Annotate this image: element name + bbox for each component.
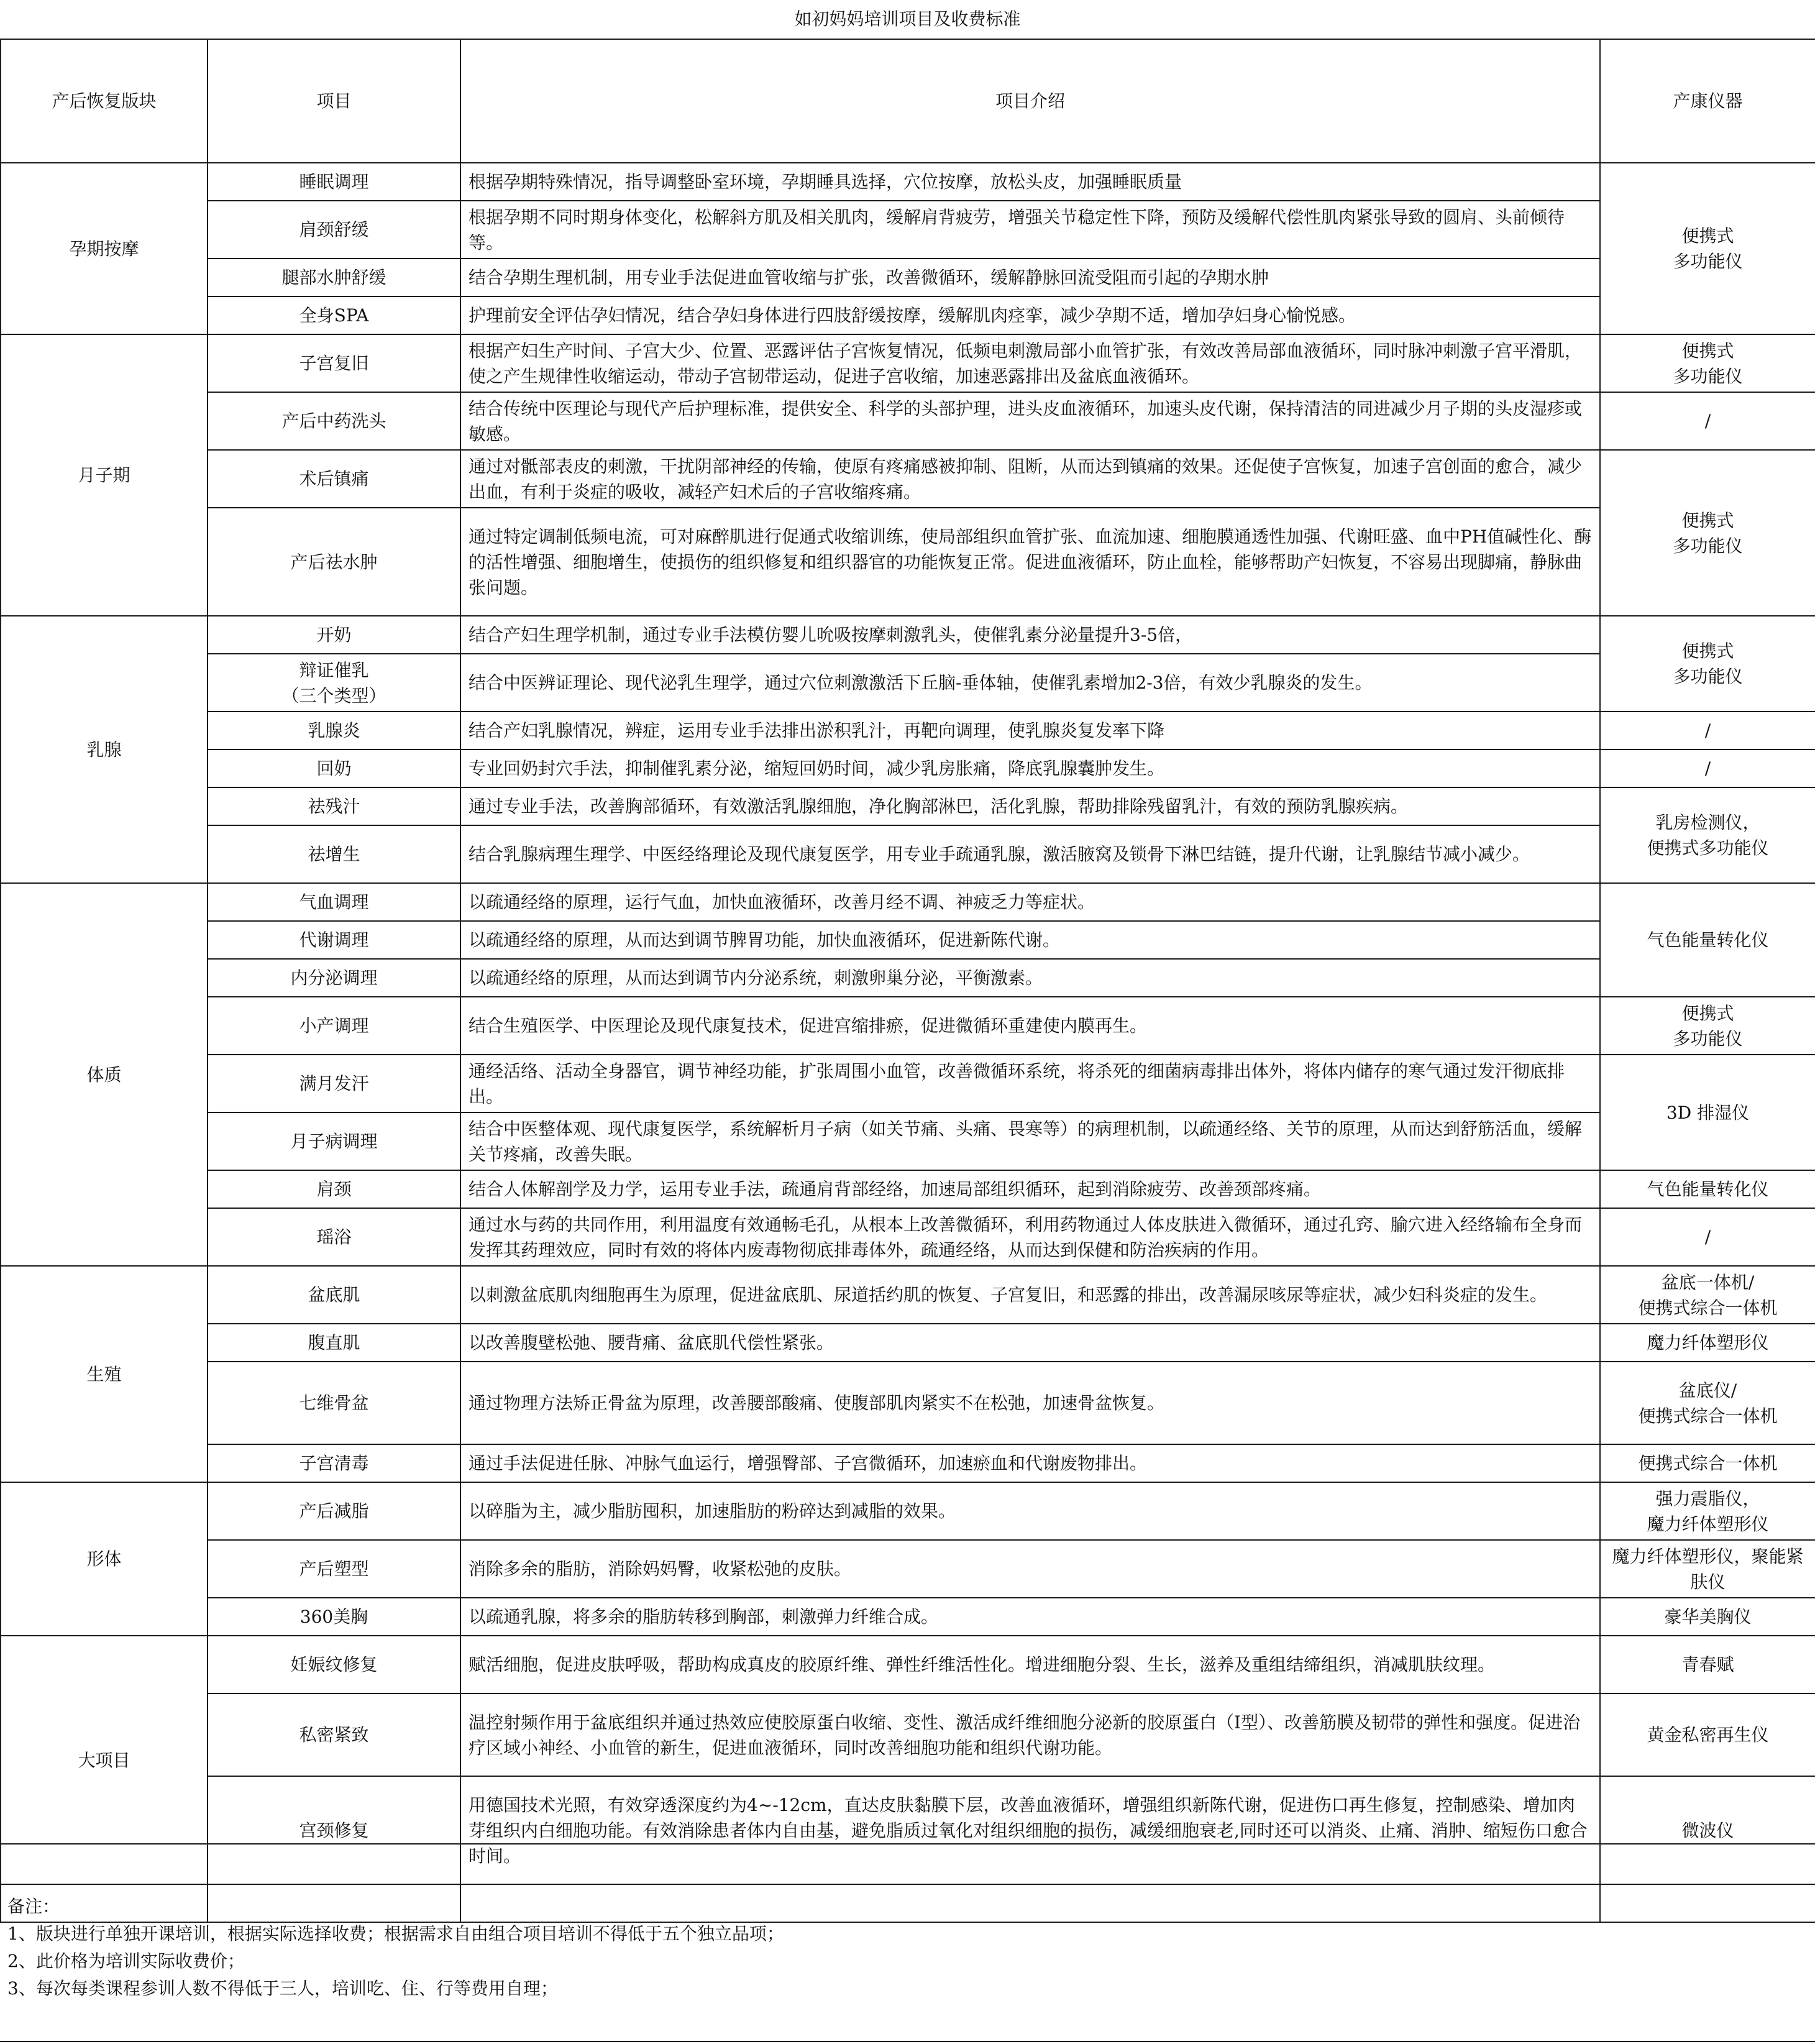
item-cell: 宫颈修复	[208, 1776, 460, 1884]
item-cell: 代谢调理	[208, 921, 460, 959]
item-cell: 360美胸	[208, 1598, 460, 1636]
item-cell: 气血调理	[208, 883, 460, 921]
description-cell: 护理前安全评估孕妇情况，结合孕妇身体进行四肢舒缓按摩，缓解肌肉痉挛，减少孕期不适，增加孕妇身心愉悦感。	[460, 296, 1600, 334]
item-cell: 腿部水肿舒缓	[208, 259, 460, 296]
table-row	[1, 1482, 1815, 1540]
item-cell: 盆底肌	[208, 1266, 460, 1324]
table-row	[1, 334, 1815, 392]
description-cell: 结合中医整体观、现代康复医学，系统解析月子病（如关节痛、头痛、畏寒等）的病理机制，以疏通经络、关节的原理，从而达到舒筋活血，缓解关节疼痛，改善失眠。	[460, 1112, 1600, 1170]
device-cell: 便携式 多功能仪	[1600, 163, 1815, 334]
notes-heading: 备注：	[7, 1896, 60, 1917]
description-cell: 通过手法促进任脉、冲脉气血运行，增强臀部、子宫微循环，加速瘀血和代谢废物排出。	[460, 1444, 1600, 1482]
header-device: 产康仪器	[1600, 39, 1815, 163]
description-cell: 用德国技术光照，有效穿透深度约为4~-12cm，直达皮肤黏膜下层，改善血液循环，增强组织新陈代谢，促进伤口再生修复，控制感染、增加肉芽组织内白细胞功能。有效消除患者体内自由基，避免脂质过氧化对组织细胞的损伤，减缓细胞衰老,同时还可以消炎、止痛、消肿、缩短伤口愈合时间。	[460, 1776, 1600, 1884]
item-cell: 乳腺炎	[208, 712, 460, 749]
device-cell: /	[1600, 749, 1815, 787]
description-cell: 通过特定调制低频电流，可对麻醉肌进行促通式收缩训练，使局部组织血管扩张、血流加速、细胞膜通透性加强、代谢旺盛、血中PH值碱性化、酶的活性增强、细胞增生，使损伤的组织修复和组织器官的功能恢复正常。促进血液循环，防止血栓，能够帮助产妇恢复，不容易出现脚痛，静脉曲张问题。	[460, 508, 1600, 616]
description-cell: 结合产妇生理学机制，通过专业手法模仿婴儿吮吸按摩刺激乳头，使催乳素分泌量提升3-5倍，	[460, 616, 1600, 654]
item-cell: 子宫复旧	[208, 334, 460, 392]
table-row	[1, 1055, 1815, 1112]
table-row	[1, 1362, 1815, 1444]
description-cell: 专业回奶封穴手法，抑制催乳素分泌，缩短回奶时间，减少乳房胀痛，降底乳腺囊肿发生。	[460, 749, 1600, 787]
item-cell: 内分泌调理	[208, 959, 460, 997]
description-cell: 通过对骶部表皮的刺激，干扰阴部神经的传输，使原有疼痛感被抑制、阻断，从而达到镇痛的效果。还促使子宫恢复，加速子宫创面的愈合，减少出血，有利于炎症的吸收，减轻产妇术后的子宫收缩疼痛。	[460, 450, 1600, 508]
header-row	[1, 39, 1815, 163]
device-cell: 乳房检测仪， 便携式多功能仪	[1600, 787, 1815, 883]
item-cell: 开奶	[208, 616, 460, 654]
table-row	[1, 450, 1815, 508]
table-row	[1, 787, 1815, 825]
description-cell: 以刺激盆底肌肉细胞再生为原理，促进盆底肌、尿道括约肌的恢复、子宫复旧，和恶露的排出，改善漏尿咳尿等症状，减少妇科炎症的发生。	[460, 1266, 1600, 1324]
table-row	[1, 1636, 1815, 1693]
description-cell: 温控射频作用于盆底组织并通过热效应使胶原蛋白收缩、变性、激活成纤维细胞分泌新的胶原蛋白（Ⅰ型）、改善筋膜及韧带的弹性和强度。促进治疗区域小神经、小血管的新生，促进血液循环，同时改善细胞功能和组织代谢功能。	[460, 1693, 1600, 1776]
device-cell: /	[1600, 1208, 1815, 1266]
table-row	[1, 997, 1815, 1055]
table-row	[1, 201, 1815, 259]
device-cell: 便携式 多功能仪	[1600, 616, 1815, 712]
device-cell: /	[1600, 392, 1815, 450]
device-cell: 气色能量转化仪	[1600, 883, 1815, 997]
table-row	[1, 883, 1815, 921]
description-cell: 赋活细胞，促进皮肤呼吸，帮助构成真皮的胶原纤维、弹性纤维活性化。增进细胞分裂、生长，滋养及重组结缔组织，消减肌肤纹理。	[460, 1636, 1600, 1693]
item-cell: 全身SPA	[208, 296, 460, 334]
table-row	[1, 959, 1815, 997]
table-row	[1, 508, 1815, 616]
item-cell: 子宫清毒	[208, 1444, 460, 1482]
table-row	[1, 1598, 1815, 1636]
note-item: 2、此价格为培训实际收费价；	[7, 1951, 245, 1971]
description-cell: 结合乳腺病理生理学、中医经络理论及现代康复医学，用专业手疏通乳腺，激活腋窝及锁骨下淋巴结链，提升代谢，让乳腺结节减小减少。	[460, 825, 1600, 883]
description-cell: 以疏通经络的原理，运行气血，加快血液循环，改善月经不调、神疲乏力等症状。	[460, 883, 1600, 921]
page-title: 如初妈妈培训项目及收费标准	[794, 9, 1021, 29]
description-cell: 以碎脂为主，减少脂肪囤积，加速脂肪的粉碎达到减脂的效果。	[460, 1482, 1600, 1540]
table-row	[1, 825, 1815, 883]
description-cell: 结合中医辨证理论、现代泌乳生理学，通过穴位刺激激活下丘脑-垂体轴，使催乳素增加2-3倍，有效少乳腺炎的发生。	[460, 654, 1600, 712]
device-cell: 黄金私密再生仪	[1600, 1693, 1815, 1776]
item-cell: 产后中药洗头	[208, 392, 460, 450]
table-row	[1, 1540, 1815, 1598]
description-cell: 结合产妇乳腺情况，辨症，运用专业手法排出淤积乳汁，再靶向调理，使乳腺炎复发率下降	[460, 712, 1600, 749]
device-cell: 魔力纤体塑形仪，聚能紧肤仪	[1600, 1540, 1815, 1598]
note-item: 3、每次每类课程参训人数不得低于三人，培训吃、住、行等费用自理；	[7, 1978, 558, 1999]
header-category: 产后恢复版块	[1, 39, 208, 163]
table-row	[1, 1266, 1815, 1324]
item-cell: 睡眠调理	[208, 163, 460, 201]
table-row	[1, 749, 1815, 787]
item-cell: 妊娠纹修复	[208, 1636, 460, 1693]
table-row	[1, 654, 1815, 712]
notes-block	[0, 1843, 1815, 2042]
note-item: 1、版块进行单独开课培训，根据实际选择收费；根据需求自由组合项目培训不得低于五个独立品项；	[7, 1923, 784, 1944]
category-cell: 月子期	[1, 334, 208, 616]
item-cell: 小产调理	[208, 997, 460, 1055]
description-cell: 结合生殖医学、中医理论及现代康复技术，促进宫缩排瘀，促进微循环重建使内膜再生。	[460, 997, 1600, 1055]
table-row	[1, 1444, 1815, 1482]
device-cell: 便携式 多功能仪	[1600, 334, 1815, 392]
device-cell: 便携式 多功能仪	[1600, 997, 1815, 1055]
item-cell: 术后镇痛	[208, 450, 460, 508]
category-cell: 体质	[1, 883, 208, 1266]
item-cell: 肩颈	[208, 1170, 460, 1208]
table-row	[1, 163, 1815, 201]
description-cell: 通过物理方法矫正骨盆为原理，改善腰部酸痛、使腹部肌肉紧实不在松弛，加速骨盆恢复。	[460, 1362, 1600, 1444]
item-cell: 辩证催乳 （三个类型）	[208, 654, 460, 712]
header-item: 项目	[208, 39, 460, 163]
item-cell: 回奶	[208, 749, 460, 787]
description-cell: 通过专业手法，改善胸部循环，有效激活乳腺细胞，净化胸部淋巴，活化乳腺，帮助排除残留乳汁，有效的预防乳腺疾病。	[460, 787, 1600, 825]
device-cell: 便携式综合一体机	[1600, 1444, 1815, 1482]
device-cell: 盆底仪/ 便携式综合一体机	[1600, 1362, 1815, 1444]
device-cell: 盆底一体机/ 便携式综合一体机	[1600, 1266, 1815, 1324]
device-cell: 魔力纤体塑形仪	[1600, 1324, 1815, 1362]
device-cell: 青春赋	[1600, 1636, 1815, 1693]
device-cell: 便携式 多功能仪	[1600, 450, 1815, 616]
description-cell: 根据孕期不同时期身体变化，松解斜方肌及相关肌肉，缓解肩背疲劳，增强关节稳定性下降，预防及缓解代偿性肌肉紧张导致的圆肩、头前倾待等。	[460, 201, 1600, 259]
category-cell: 大项目	[1, 1636, 208, 1884]
description-cell: 根据产妇生产时间、子宫大少、位置、恶露评估子宫恢复情况，低频电刺激局部小血管扩张，有效改善局部血液循环，同时脉冲刺激子宫平滑肌，使之产生规律性收缩运动，带动子宫韧带运动，促进子宫收缩，加速恶露排出及盆底血液循环。	[460, 334, 1600, 392]
description-cell: 以疏通经络的原理，从而达到调节脾胃功能，加快血液循环，促进新陈代谢。	[460, 921, 1600, 959]
category-cell: 形体	[1, 1482, 208, 1636]
description-cell: 结合人体解剖学及力学，运用专业手法，疏通肩背部经络，加速局部组织循环，起到消除疲劳、改善颈部疼痛。	[460, 1170, 1600, 1208]
table-row	[1, 296, 1815, 334]
description-cell: 消除多余的脂肪，消除妈妈臀，收紧松弛的皮肤。	[460, 1540, 1600, 1598]
device-cell: /	[1600, 712, 1815, 749]
device-cell: 气色能量转化仪	[1600, 1170, 1815, 1208]
item-cell: 祛增生	[208, 825, 460, 883]
table-row	[1, 616, 1815, 654]
table-row	[1, 1208, 1815, 1266]
item-cell: 产后减脂	[208, 1482, 460, 1540]
item-cell: 祛残汁	[208, 787, 460, 825]
description-cell: 通经活络、活动全身器官，调节神经功能，扩张周围小血管，改善微循环系统，将杀死的细菌病毒排出体外，将体内储存的寒气通过发汗彻底排出。	[460, 1055, 1600, 1112]
item-cell: 私密紧致	[208, 1693, 460, 1776]
category-cell: 乳腺	[1, 616, 208, 883]
device-cell: 强力震脂仪， 魔力纤体塑形仪	[1600, 1482, 1815, 1540]
table-row	[1, 1112, 1815, 1170]
description-cell: 以疏通经络的原理，从而达到调节内分泌系统，刺激卵巢分泌，平衡激素。	[460, 959, 1600, 997]
table-row	[1, 259, 1815, 296]
description-cell: 结合传统中医理论与现代产后护理标准，提供安全、科学的头部护理，进头皮血液循环，加速头皮代谢，保持清洁的同进减少月子期的头皮湿疹或敏感。	[460, 392, 1600, 450]
description-cell: 根据孕期特殊情况，指导调整卧室环境，孕期睡具选择，穴位按摩，放松头皮，加强睡眠质量	[460, 163, 1600, 201]
category-cell: 生殖	[1, 1266, 208, 1482]
table-row	[1, 1324, 1815, 1362]
item-cell: 产后塑型	[208, 1540, 460, 1598]
table-row	[1, 1170, 1815, 1208]
device-cell: 豪华美胸仪	[1600, 1598, 1815, 1636]
description-cell: 以改善腹壁松弛、腰背痛、盆底肌代偿性紧张。	[460, 1324, 1600, 1362]
table-row	[1, 1693, 1815, 1776]
item-cell: 腹直肌	[208, 1324, 460, 1362]
header-intro: 项目介绍	[460, 39, 1600, 163]
description-cell: 以疏通乳腺，将多余的脂肪转移到胸部，刺激弹力纤维合成。	[460, 1598, 1600, 1636]
item-cell: 七维骨盆	[208, 1362, 460, 1444]
item-cell: 满月发汗	[208, 1055, 460, 1112]
table-row	[1, 921, 1815, 959]
description-cell: 结合孕期生理机制，用专业手法促进血管收缩与扩张，改善微循环，缓解静脉回流受阻而引起的孕期水肿	[460, 259, 1600, 296]
training-table	[0, 39, 1815, 1923]
device-cell: 3D 排湿仪	[1600, 1055, 1815, 1170]
device-cell: 微波仪	[1600, 1776, 1815, 1884]
table-row	[1, 712, 1815, 749]
item-cell: 产后祛水肿	[208, 508, 460, 616]
item-cell: 月子病调理	[208, 1112, 460, 1170]
item-cell: 肩颈舒缓	[208, 201, 460, 259]
category-cell: 孕期按摩	[1, 163, 208, 334]
table-row	[1, 392, 1815, 450]
description-cell: 通过水与药的共同作用，利用温度有效通畅毛孔，从根本上改善微循环，利用药物通过人体皮肤进入微循环，通过孔窍、腧穴进入经络输布全身而发挥其药理效应，同时有效的将体内废毒物彻底排毒体外，疏通经络，从而达到保健和防治疾病的作用。	[460, 1208, 1600, 1266]
item-cell: 瑶浴	[208, 1208, 460, 1266]
